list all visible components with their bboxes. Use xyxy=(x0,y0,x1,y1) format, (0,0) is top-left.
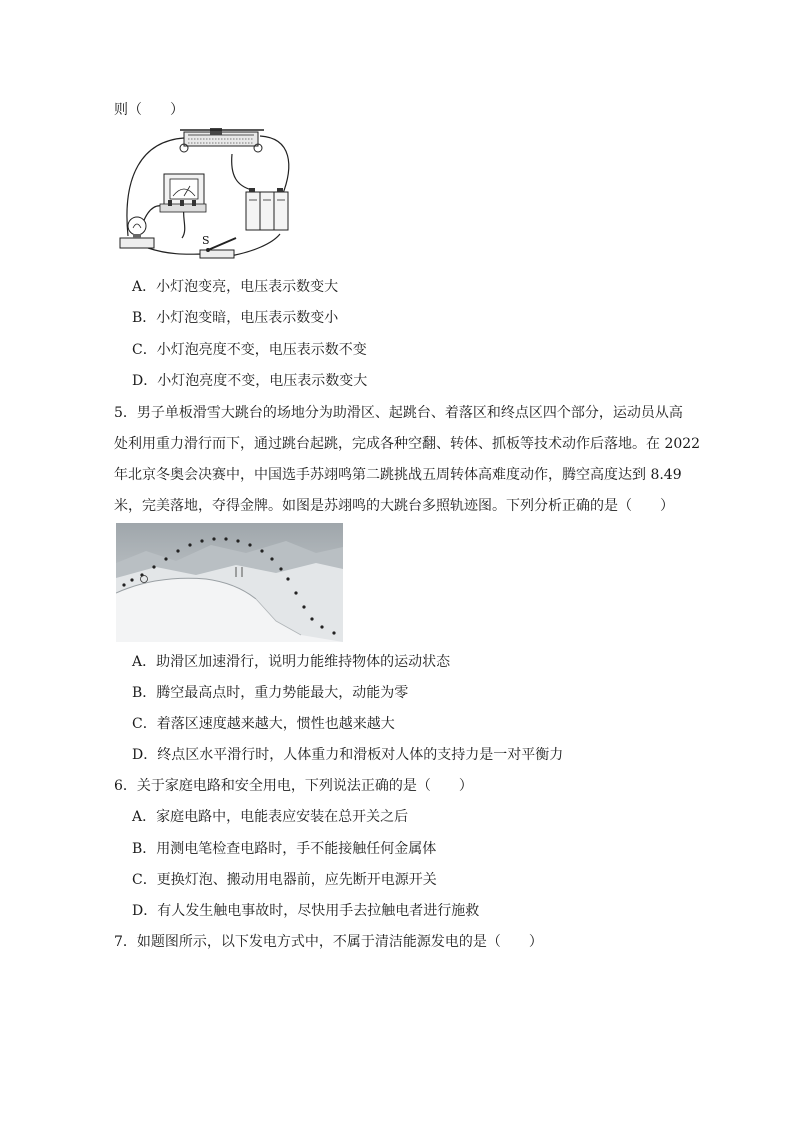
q5-option-a: A．助滑区加速滑行，说明力能维持物体的运动状态 xyxy=(132,654,451,670)
q5-option-c: C．着落区速度越来越大，惯性也越来越大 xyxy=(132,716,395,732)
battery-pack xyxy=(246,188,288,230)
q4-option-a: A．小灯泡变亮，电压表示数变大 xyxy=(132,279,339,295)
q5-option-b: B．腾空最高点时，重力势能最大，动能为零 xyxy=(132,685,409,701)
q6-option-a: A．家庭电路中，电能表应安装在总开关之后 xyxy=(132,809,409,825)
q5-stem-line-2: 处利用重力滑行而下，通过跳台起跳，完成各种空翻、转体、抓板等技术动作后落地。在 2022 xyxy=(114,436,701,452)
switch xyxy=(200,234,236,258)
q7-stem: 7．如题图所示，以下发电方式中，不属于清洁能源发电的是（ ） xyxy=(114,934,543,950)
rheostat xyxy=(180,128,264,152)
q6-option-d: D．有人发生触电事故时，尽快用手去拉触电者进行施救 xyxy=(132,903,480,919)
q6-option-c: C．更换灯泡、搬动用电器前，应先断开电源开关 xyxy=(132,872,437,888)
voltmeter xyxy=(160,174,206,212)
q5-stem-line-3: 年北京冬奥会决赛中，中国选手苏翊鸣第二跳挑战五周转体高难度动作，腾空高度达到 8.49 xyxy=(114,467,682,483)
q4-tail-text: 则（ ） xyxy=(114,102,184,118)
light-bulb xyxy=(120,217,154,248)
big-air-trajectory-photo xyxy=(116,523,343,642)
q4-option-b: B．小灯泡变暗，电压表示数变小 xyxy=(132,310,339,326)
q4-option-d: D．小灯泡亮度不变，电压表示数变大 xyxy=(132,373,368,389)
q5-stem-line-1: 5．男子单板滑雪大跳台的场地分为助滑区、起跳台、着落区和终点区四个部分，运动员从高 xyxy=(114,405,683,421)
q4-option-c: C．小灯泡亮度不变，电压表示数不变 xyxy=(132,342,367,358)
q6-option-b: B．用测电笔检查电路时，手不能接触任何金属体 xyxy=(132,841,437,857)
q5-stem-line-4: 米，完美落地，夺得金牌。如图是苏翊鸣的大跳台多照轨迹图。下列分析正确的是（ ） xyxy=(114,498,674,514)
q5-option-d: D．终点区水平滑行时，人体重力和滑板对人体的支持力是一对平衡力 xyxy=(132,747,564,763)
circuit-diagram xyxy=(112,126,302,266)
q6-stem: 6．关于家庭电路和安全用电，下列说法正确的是（ ） xyxy=(114,778,473,794)
switch-label: S xyxy=(202,234,210,247)
